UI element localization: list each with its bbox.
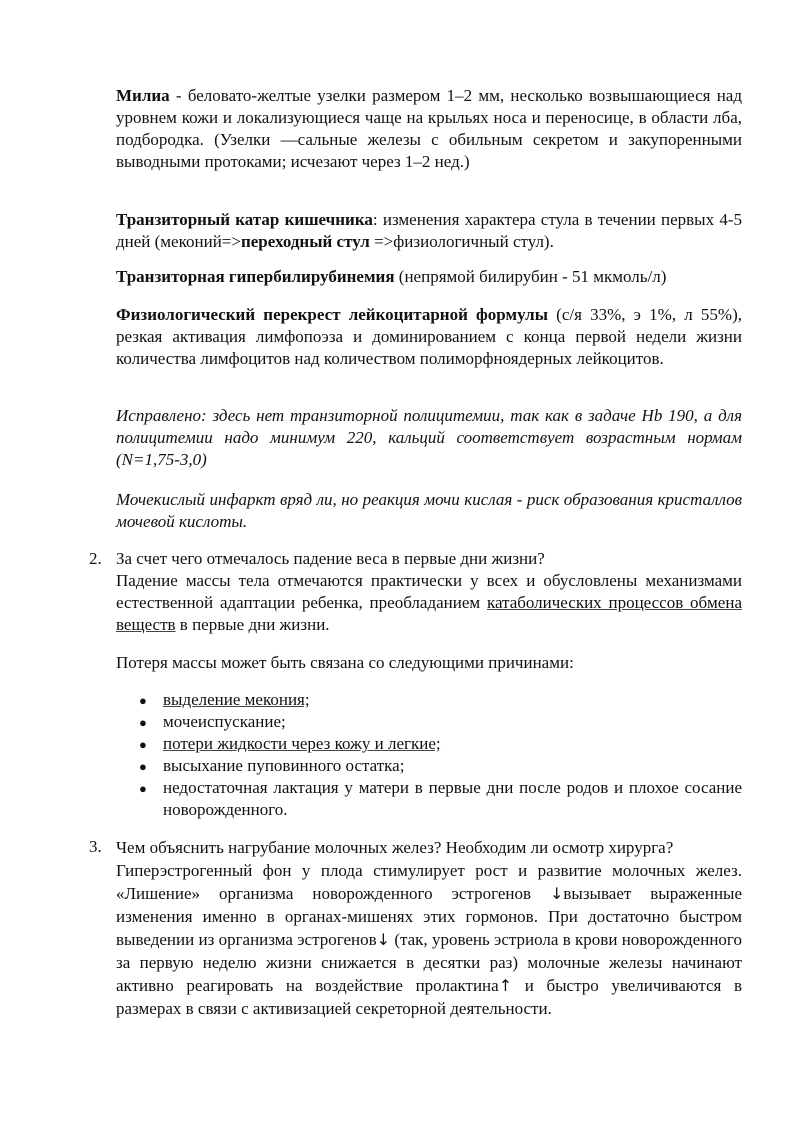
weight-loss-intro: Потеря массы может быть связана со следующими причинами: bbox=[116, 653, 574, 672]
question-3-answer-4: и быстро увеличиваются в размерах в связи с активизацией секреторной деятельности. bbox=[116, 976, 743, 1018]
question-2-answer-b: в первые дни жизни. bbox=[175, 615, 330, 634]
bullet-item bbox=[163, 755, 742, 777]
leukocyte-term: Физиологический перекрест лейкоцитарной формулы bbox=[116, 305, 548, 324]
milia-text: - беловато-желтые узелки размером 1–2 мм, несколько возвышающиеся над уровнем кожи и локализующиеся чаще на крыльях носа и переносице, в области лба, подбородка. (Узелки —сальные железы с обильным секретом и закупоренными выводными протоками; исчезают через 1–2 нед.) bbox=[116, 86, 742, 171]
catarrh-bold-term: переходный стул bbox=[240, 232, 370, 251]
catarrh-text-1: : изменения характера стула в течении первых 4-5 дней (меконий=> bbox=[116, 210, 742, 251]
question-3-answer-1: Гиперэстрогенный фон у плода стимулирует рост и развитие молочных желез. «Лишение» организма новорожденного эстрогенов bbox=[116, 861, 742, 903]
bullet-item-text: высыхание пуповинного остатка; bbox=[163, 756, 405, 775]
catarrh-paragraph bbox=[116, 209, 742, 253]
question-3-text: Чем объяснить нагрубание молочных желез? Необходим ли осмотр хирурга? bbox=[116, 838, 674, 857]
question-3-answer-2: вызывает выраженные изменения именно в органах-мишенях этих гормонов. При достаточно быстром выведении из организма эстрогенов bbox=[116, 884, 743, 949]
question-2-block bbox=[116, 548, 742, 636]
bullet-item-text: мочеиспускание; bbox=[163, 712, 286, 731]
leukocyte-text: (с/я 33%, э 1%, л 55%), резкая активация лимфопоэза и доминированием с конца первой недели жизни количества лимфоцитов над количеством полиморфноядерных лейкоцитов. bbox=[116, 305, 742, 368]
catarrh-text-2: =>физиологичный стул). bbox=[369, 232, 554, 251]
catarrh-term: Транзиторный катар кишечника bbox=[116, 210, 373, 229]
bullet-marker: ● bbox=[139, 737, 147, 752]
up-arrow-icon: ↑ bbox=[498, 976, 513, 995]
question-2-answer-a: Падение массы тела отмечаются практически у всех и обусловлены механизмами естественной адаптации ребенка, преобладанием bbox=[116, 571, 742, 612]
hyperbilirubinemia-text: (непрямой билирубин - 51 мкмоль/л) bbox=[394, 267, 667, 286]
bullet-item bbox=[163, 711, 742, 733]
milia-paragraph bbox=[116, 85, 742, 173]
hyperbilirubinemia-paragraph bbox=[116, 266, 742, 288]
bullet-item-text: потери жидкости через кожу и легкие; bbox=[163, 734, 441, 753]
question-3-answer-3: (так, уровень эстриола в крови новорожденного за первую неделю жизни снижается в десятки раз) молочные железы начинают активно реагировать на воздействие пролактина bbox=[116, 930, 742, 995]
bullet-item bbox=[163, 777, 742, 821]
corrected-note: Исправлено: здесь нет транзиторной полицитемии, так как в задаче Hb 190, а для полицитемии надо минимум 220, кальций соответствует возрастным нормам (N=1,75-3,0) bbox=[116, 406, 742, 469]
bullet-item-text: недостаточная лактация у матери в первые дни после родов и плохое сосание новорожденного. bbox=[163, 778, 742, 819]
question-3-block bbox=[116, 836, 742, 1020]
down-arrow-icon: ↓ bbox=[549, 884, 564, 903]
bullet-marker: ● bbox=[139, 715, 147, 730]
bullet-marker: ● bbox=[139, 759, 147, 774]
hyperbilirubinemia-term: Транзиторная гипербилирубинемия bbox=[116, 267, 395, 286]
question-2-answer-underlined: катаболических процессов обмена веществ bbox=[116, 593, 742, 634]
bullet-item bbox=[163, 689, 742, 711]
question-2-number: 2. bbox=[89, 549, 102, 568]
bullet-item bbox=[163, 733, 742, 755]
question-2-text: За счет чего отмечалось падение веса в первые дни жизни? bbox=[116, 549, 545, 568]
down-arrow-icon: ↓ bbox=[376, 930, 391, 949]
bullet-marker: ● bbox=[139, 781, 147, 796]
uric-acid-note: Мочекислый инфаркт вряд ли, но реакция мочи кислая - риск образования кристаллов мочевой кислоты. bbox=[116, 490, 742, 531]
bullet-marker: ● bbox=[139, 693, 147, 708]
bullet-item-text: выделение мекония; bbox=[163, 690, 310, 709]
question-3-number: 3. bbox=[89, 837, 102, 856]
leukocyte-paragraph bbox=[116, 304, 742, 370]
milia-term: Милиа bbox=[116, 86, 170, 105]
